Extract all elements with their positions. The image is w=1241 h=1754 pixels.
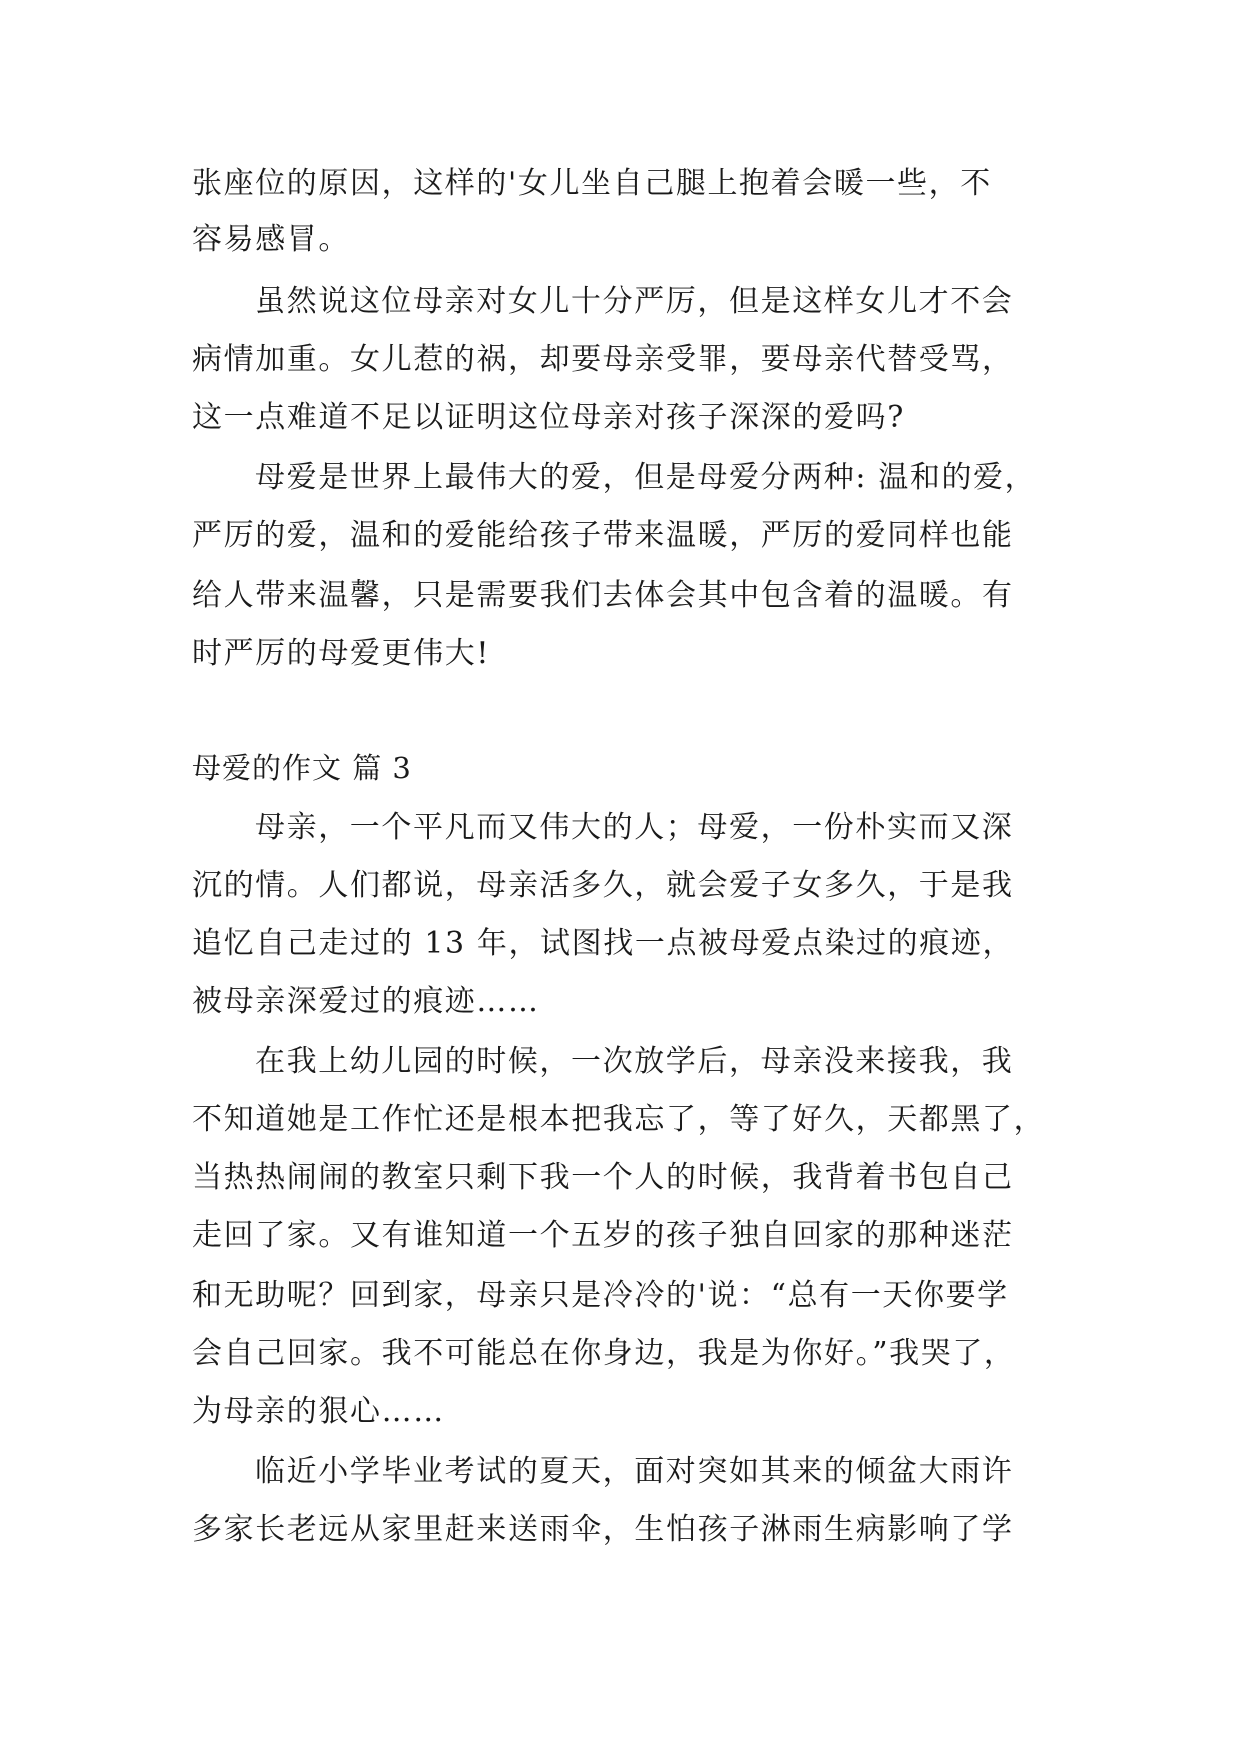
text-line: 这一点难道不足以证明这位母亲对孩子深深的爱吗? [192,400,905,435]
text-line: 走回了家。又有谁知道一个五岁的孩子独自回家的那种迷茫 [192,1218,1014,1253]
text-line: 不知道她是工作忙还是根本把我忘了，等了好久，天都黑了， [192,1102,1046,1137]
text-line: 和无助呢？回到家，母亲只是冷冷的'说：“总有一天你要学 [192,1278,1009,1313]
text-line: 为母亲的狠心…… [192,1394,445,1429]
text-line: 张座位的原因，这样的'女儿坐自己腿上抱着会暖一些，不 [192,166,992,201]
text-line: 沉的情。人们都说，母亲活多久，就会爱子女多久，于是我 [192,868,1014,903]
section-heading: 母爱的作文 篇 3 [192,751,412,785]
text-line: 给人带来温馨，只是需要我们去体会其中包含着的温暖。有 [192,578,1014,613]
text-line: 严厉的爱，温和的爱能给孩子带来温暖，严厉的爱同样也能 [192,518,1014,553]
paragraph-first-line: 虽然说这位母亲对女儿十分严厉，但是这样女儿才不会 [255,284,1014,319]
text-line: 病情加重。女儿惹的祸，却要母亲受罪，要母亲代替受骂， [192,342,1014,377]
text-line: 时严厉的母爱更伟大! [192,636,491,671]
paragraph-first-line: 母亲，一个平凡而又伟大的人；母爱，一份朴实而又深 [255,810,1014,845]
text-line: 当热热闹闹的教室只剩下我一个人的时候，我背着书包自己 [192,1160,1014,1195]
paragraph-first-line: 在我上幼儿园的时候，一次放学后，母亲没来接我，我 [255,1044,1014,1079]
text-line: 容易感冒。 [192,222,350,257]
text-line: 多家长老远从家里赶来送雨伞，生怕孩子淋雨生病影响了学 [192,1512,1014,1547]
text-line: 被母亲深爱过的痕迹…… [192,984,540,1019]
paragraph-first-line: 临近小学毕业考试的夏天，面对突如其来的倾盆大雨许 [255,1454,1014,1489]
text-line: 追忆自己走过的 13 年，试图找一点被母爱点染过的痕迹， [192,926,1015,961]
text-line: 会自己回家。我不可能总在你身边，我是为你好。”我哭了， [192,1336,1016,1371]
paragraph-first-line: 母爱是世界上最伟大的爱，但是母爱分两种: 温和的爱， [255,460,1037,495]
